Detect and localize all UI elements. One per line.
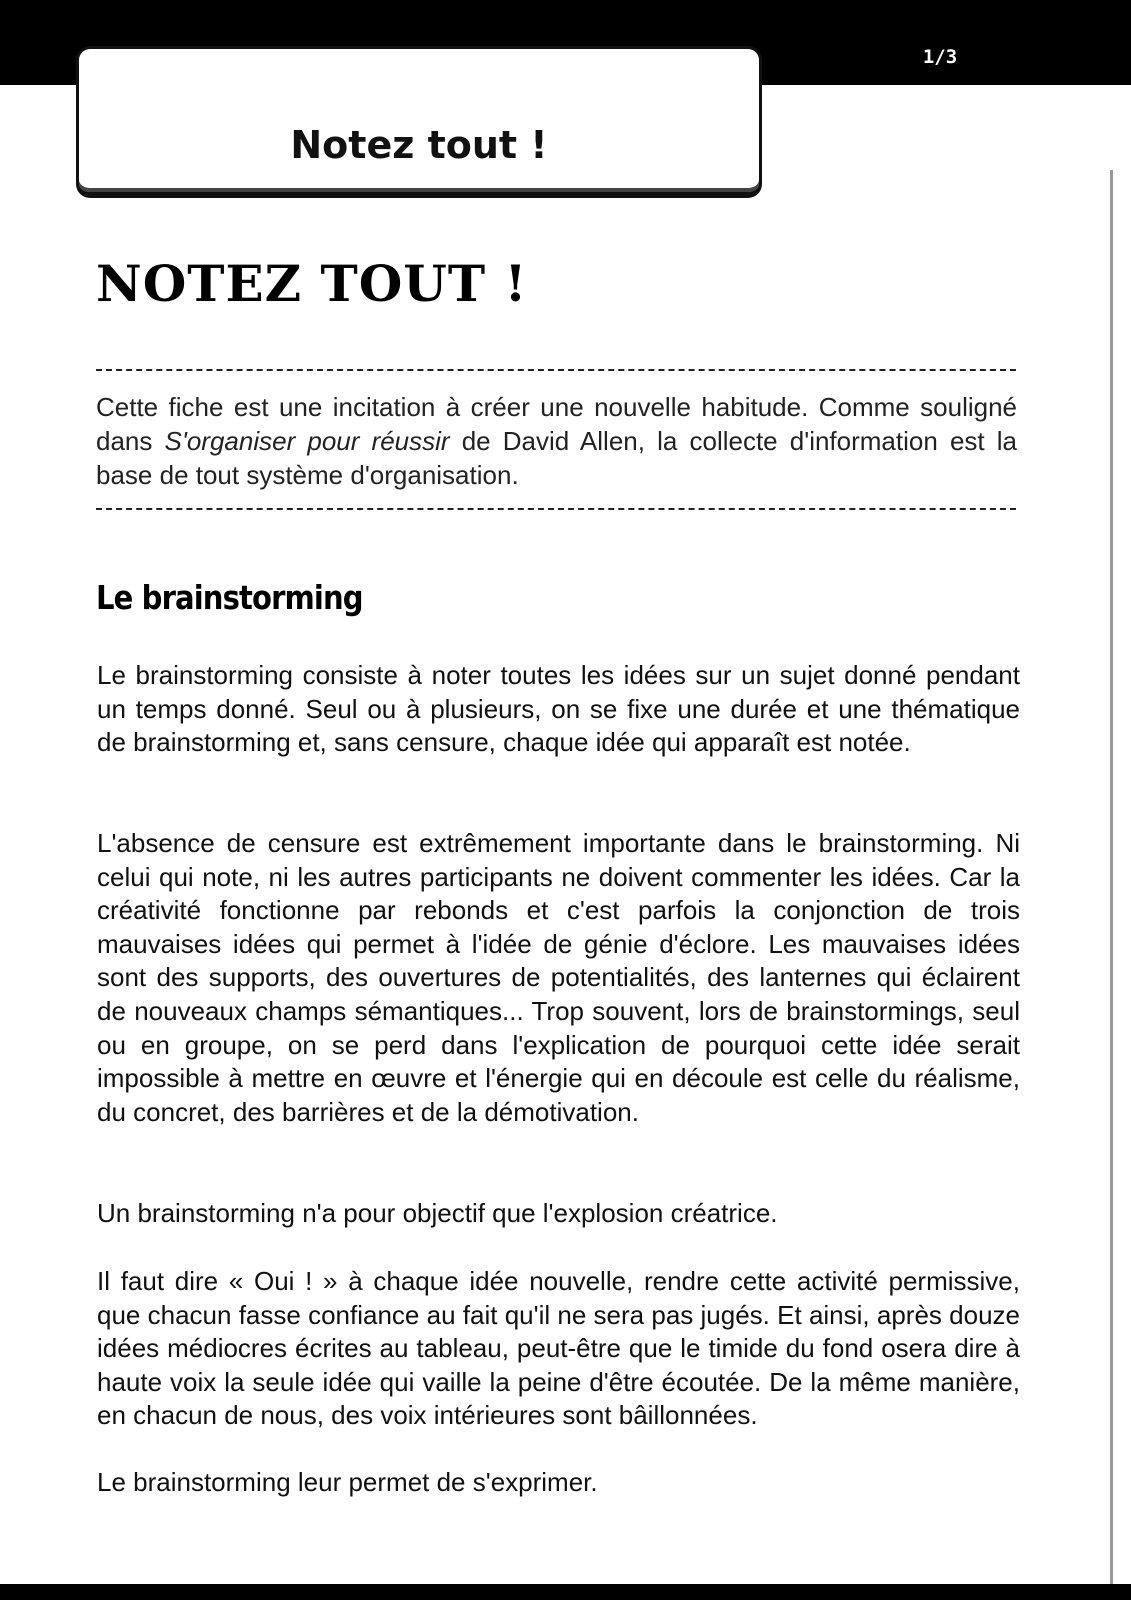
paragraph-3: Un brainstorming n'a pour objectif que l'explosion créatrice. — [97, 1198, 778, 1228]
top-right-edge — [1114, 0, 1131, 85]
right-page-edge — [1110, 170, 1113, 1590]
intro-text — [96, 390, 1017, 492]
intro-text-before: Cette fiche est une incitation à créer une nouvelle habitude. Comme souligné dans — [96, 392, 1017, 456]
intro-bottom-divider — [96, 508, 1016, 510]
bottom-black-band — [0, 1584, 1131, 1600]
book-title: S'organiser pour réussir — [164, 426, 450, 456]
intro-text-after: de David Allen, la collecte d'information est la base de tout système d'organisation. — [96, 426, 1018, 490]
paragraph-4: Il faut dire « Oui ! » à chaque idée nouvelle, rendre cette activité permissive, que chacun fasse confiance au fait qu'il ne sera pas jugés. Et ainsi, après douze idées médiocres écrites au tableau, peut-être que le timide du fond osera dire à haute voix la seule idée qui vaille la peine d'être écoutée. De la même manière, en chacun de nous, des voix intérieures sont bâillonnées. — [97, 1266, 1020, 1431]
article-title: NOTEZ TOUT ! — [96, 254, 528, 313]
title-box-text: Notez tout ! — [290, 123, 548, 167]
paragraph-1: Le brainstorming consiste à noter toutes les idées sur un sujet donné pendant un temps donné. Seul ou à plusieurs, on se fixe une durée et une thématique de brainstorming et, sans censure, chaque idée qui apparaît est notée. — [97, 660, 1020, 758]
title-box — [76, 46, 762, 198]
paragraph-5: Le brainstorming leur permet de s'exprimer. — [97, 1467, 598, 1497]
intro-top-divider — [96, 369, 1016, 371]
page-indicator: 1/3 — [922, 46, 958, 68]
section-title: Le brainstorming — [96, 578, 363, 617]
paragraph-2: L'absence de censure est extrêmement importante dans le brainstorming. Ni celui qui note, ni les autres participants ne doivent commenter les idées. Car la créativité fonctionne par rebonds et c'est parfois la conjonction de trois mauvaises idées qui permet à l'idée de génie d'éclore. Les mauvaises idées sont des supports, des ouvertures de potentialités, des lanternes qui éclairent de nouveaux champs sémantiques... Trop souvent, lors de brainstormings, seul ou en groupe, on se perd dans l'explication de pourquoi cette idée serait impossible à mettre en œuvre et l'énergie qui en découle est celle du réalisme, du concret, des barrières et de la démotivation. — [97, 828, 1020, 1127]
